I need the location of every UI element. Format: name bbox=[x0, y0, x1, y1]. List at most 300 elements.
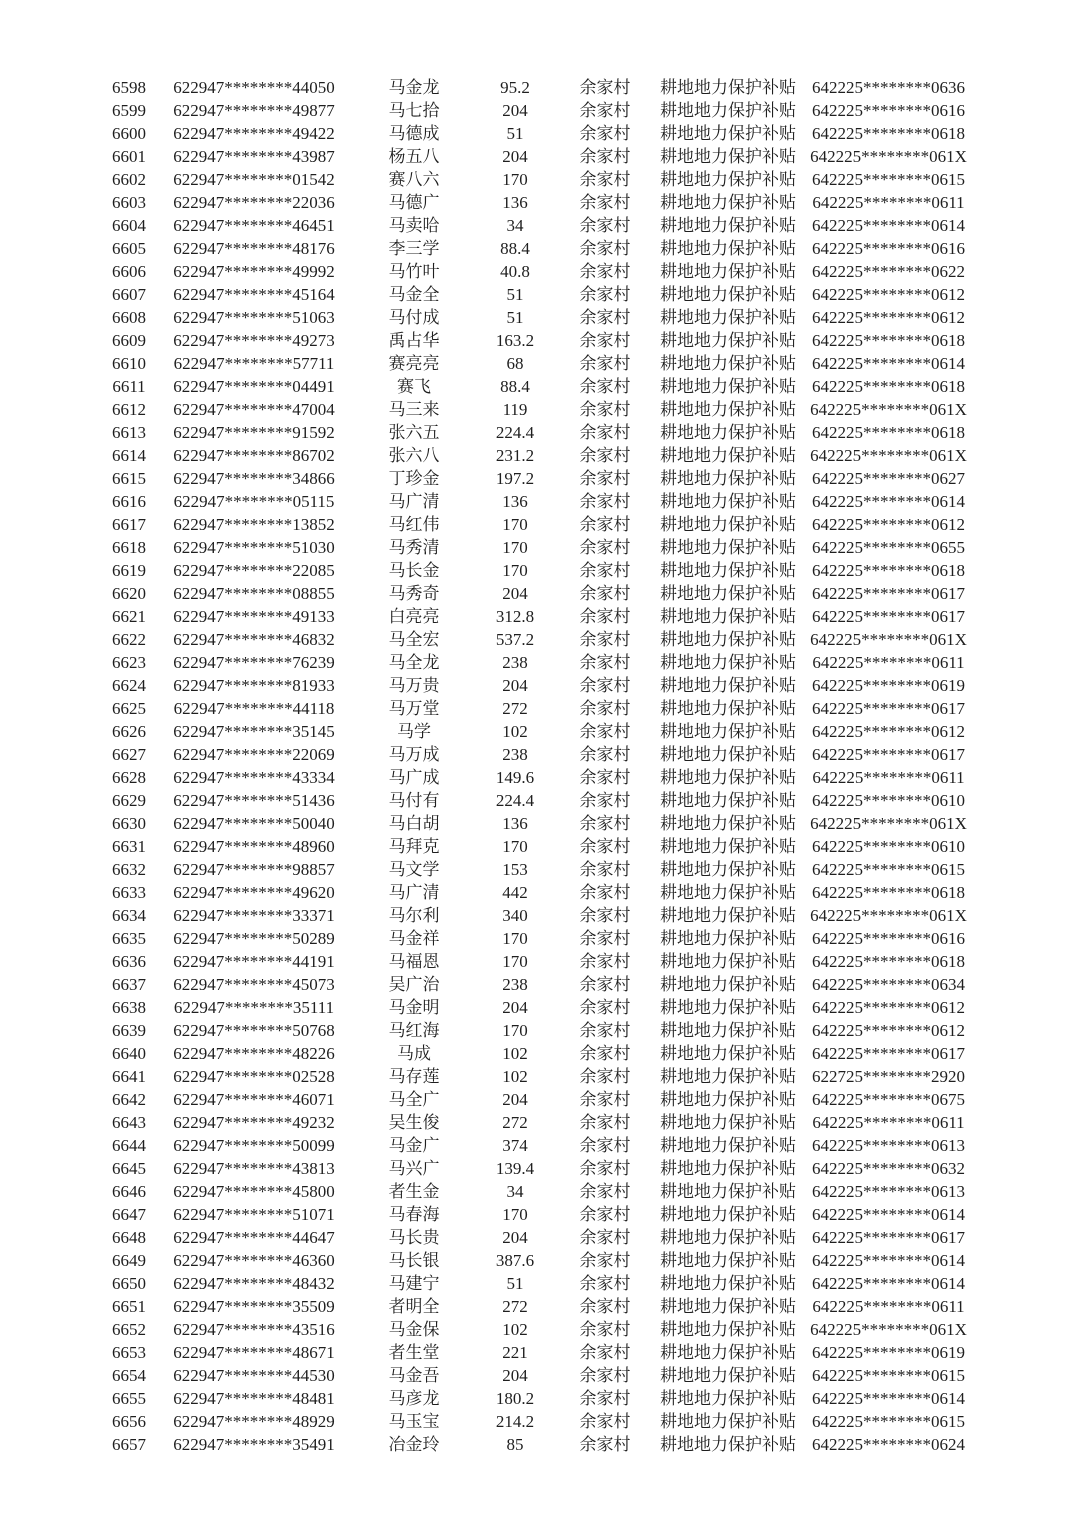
cell-id-number: 622947********51436 bbox=[173, 791, 335, 810]
table-row bbox=[98, 1341, 981, 1364]
cell-amount: 136 bbox=[502, 492, 528, 511]
cell-person-name: 禹占华 bbox=[388, 331, 440, 350]
cell-amount: 95.2 bbox=[500, 78, 530, 97]
cell-village-name: 余家村 bbox=[579, 423, 631, 442]
cell-subsidy-type: 耕地地力保护补贴 bbox=[660, 285, 796, 304]
table-row bbox=[98, 1272, 981, 1295]
cell-amount: 51 bbox=[506, 1274, 524, 1293]
cell-person-name: 马付成 bbox=[388, 308, 440, 327]
cell-village-name: 余家村 bbox=[579, 78, 631, 97]
table-row bbox=[98, 352, 981, 375]
cell-person-name: 冶金玲 bbox=[388, 1435, 440, 1454]
cell-village-name: 余家村 bbox=[579, 239, 631, 258]
cell-village-name: 余家村 bbox=[579, 1251, 631, 1270]
cell-row-index: 6636 bbox=[112, 952, 146, 971]
cell-id-number: 622947********22085 bbox=[173, 561, 335, 580]
cell-amount: 214.2 bbox=[495, 1412, 535, 1431]
cell-account-number: 642225********061X bbox=[810, 814, 967, 833]
table-row bbox=[98, 467, 981, 490]
cell-person-name: 马春海 bbox=[388, 1205, 440, 1224]
cell-subsidy-type: 耕地地力保护补贴 bbox=[660, 607, 796, 626]
cell-person-name: 马七拾 bbox=[388, 101, 440, 120]
cell-account-number: 642225********0617 bbox=[812, 1044, 965, 1063]
cell-amount: 119 bbox=[502, 400, 528, 419]
table-row bbox=[98, 1088, 981, 1111]
cell-subsidy-type: 耕地地力保护补贴 bbox=[660, 975, 796, 994]
cell-person-name: 马万堂 bbox=[388, 699, 440, 718]
cell-row-index: 6614 bbox=[112, 446, 146, 465]
cell-id-number: 622947********81933 bbox=[173, 676, 335, 695]
cell-person-name: 马三来 bbox=[388, 400, 440, 419]
cell-row-index: 6612 bbox=[112, 400, 146, 419]
cell-amount: 170 bbox=[502, 538, 528, 557]
cell-id-number: 622947********43516 bbox=[173, 1320, 335, 1339]
cell-id-number: 622947********44050 bbox=[173, 78, 335, 97]
cell-amount: 102 bbox=[502, 1044, 528, 1063]
cell-row-index: 6624 bbox=[112, 676, 146, 695]
cell-village-name: 余家村 bbox=[579, 975, 631, 994]
cell-amount: 170 bbox=[502, 952, 528, 971]
cell-id-number: 622947********44191 bbox=[173, 952, 335, 971]
cell-person-name: 马秀奇 bbox=[388, 584, 440, 603]
cell-account-number: 642225********0615 bbox=[812, 860, 965, 879]
cell-account-number: 642225********0619 bbox=[812, 1343, 965, 1362]
cell-row-index: 6643 bbox=[112, 1113, 146, 1132]
cell-amount: 149.6 bbox=[495, 768, 535, 787]
cell-subsidy-type: 耕地地力保护补贴 bbox=[660, 1090, 796, 1109]
cell-subsidy-type: 耕地地力保护补贴 bbox=[660, 1182, 796, 1201]
cell-amount: 180.2 bbox=[495, 1389, 535, 1408]
cell-id-number: 622947********49133 bbox=[173, 607, 335, 626]
cell-id-number: 622947********48432 bbox=[173, 1274, 335, 1293]
cell-row-index: 6656 bbox=[112, 1412, 146, 1431]
table-row bbox=[98, 168, 981, 191]
cell-account-number: 642225********0618 bbox=[812, 377, 965, 396]
cell-amount: 170 bbox=[502, 561, 528, 580]
cell-amount: 231.2 bbox=[495, 446, 535, 465]
cell-account-number: 642225********0612 bbox=[812, 515, 965, 534]
cell-village-name: 余家村 bbox=[579, 929, 631, 948]
cell-subsidy-type: 耕地地力保护补贴 bbox=[660, 354, 796, 373]
cell-person-name: 杨五八 bbox=[388, 147, 440, 166]
cell-subsidy-type: 耕地地力保护补贴 bbox=[660, 423, 796, 442]
cell-amount: 136 bbox=[502, 814, 528, 833]
cell-account-number: 642225********061X bbox=[810, 400, 967, 419]
cell-subsidy-type: 耕地地力保护补贴 bbox=[660, 1205, 796, 1224]
cell-account-number: 642225********0618 bbox=[812, 423, 965, 442]
cell-person-name: 马长银 bbox=[388, 1251, 440, 1270]
cell-amount: 153 bbox=[502, 860, 528, 879]
cell-id-number: 622947********33371 bbox=[173, 906, 335, 925]
cell-amount: 204 bbox=[502, 1228, 528, 1247]
cell-id-number: 622947********45164 bbox=[173, 285, 335, 304]
table-row bbox=[98, 306, 981, 329]
cell-person-name: 马成 bbox=[397, 1044, 431, 1063]
cell-row-index: 6606 bbox=[112, 262, 146, 281]
cell-subsidy-type: 耕地地力保护补贴 bbox=[660, 170, 796, 189]
cell-subsidy-type: 耕地地力保护补贴 bbox=[660, 584, 796, 603]
cell-row-index: 6632 bbox=[112, 860, 146, 879]
cell-person-name: 马文学 bbox=[388, 860, 440, 879]
cell-village-name: 余家村 bbox=[579, 1090, 631, 1109]
cell-subsidy-type: 耕地地力保护补贴 bbox=[660, 952, 796, 971]
table-row bbox=[98, 835, 981, 858]
cell-village-name: 余家村 bbox=[579, 1044, 631, 1063]
cell-village-name: 余家村 bbox=[579, 1343, 631, 1362]
cell-account-number: 642225********061X bbox=[810, 906, 967, 925]
cell-subsidy-type: 耕地地力保护补贴 bbox=[660, 492, 796, 511]
table-row bbox=[98, 904, 981, 927]
cell-row-index: 6610 bbox=[112, 354, 146, 373]
cell-village-name: 余家村 bbox=[579, 745, 631, 764]
cell-account-number: 622725********2920 bbox=[812, 1067, 965, 1086]
table-row bbox=[98, 444, 981, 467]
cell-person-name: 赛八六 bbox=[388, 170, 440, 189]
cell-subsidy-type: 耕地地力保护补贴 bbox=[660, 193, 796, 212]
cell-row-index: 6603 bbox=[112, 193, 146, 212]
cell-village-name: 余家村 bbox=[579, 193, 631, 212]
cell-amount: 272 bbox=[502, 1297, 528, 1316]
cell-row-index: 6609 bbox=[112, 331, 146, 350]
cell-village-name: 余家村 bbox=[579, 262, 631, 281]
cell-row-index: 6647 bbox=[112, 1205, 146, 1224]
cell-id-number: 622947********76239 bbox=[173, 653, 335, 672]
cell-village-name: 余家村 bbox=[579, 1228, 631, 1247]
cell-person-name: 马万贵 bbox=[388, 676, 440, 695]
cell-village-name: 余家村 bbox=[579, 400, 631, 419]
table-row bbox=[98, 559, 981, 582]
table-row bbox=[98, 1295, 981, 1318]
cell-person-name: 马玉宝 bbox=[388, 1412, 440, 1431]
table-row bbox=[98, 76, 981, 99]
table-row bbox=[98, 513, 981, 536]
cell-account-number: 642225********0618 bbox=[812, 331, 965, 350]
cell-subsidy-type: 耕地地力保护补贴 bbox=[660, 998, 796, 1017]
cell-person-name: 马卖哈 bbox=[388, 216, 440, 235]
cell-village-name: 余家村 bbox=[579, 699, 631, 718]
cell-account-number: 642225********0619 bbox=[812, 676, 965, 695]
cell-village-name: 余家村 bbox=[579, 607, 631, 626]
cell-person-name: 马白胡 bbox=[388, 814, 440, 833]
table-row bbox=[98, 973, 981, 996]
cell-person-name: 马金保 bbox=[388, 1320, 440, 1339]
cell-amount: 204 bbox=[502, 1366, 528, 1385]
cell-village-name: 余家村 bbox=[579, 1021, 631, 1040]
cell-subsidy-type: 耕地地力保护补贴 bbox=[660, 331, 796, 350]
cell-id-number: 622947********48960 bbox=[173, 837, 335, 856]
cell-row-index: 6630 bbox=[112, 814, 146, 833]
cell-amount: 204 bbox=[502, 147, 528, 166]
cell-amount: 170 bbox=[502, 929, 528, 948]
table-row bbox=[98, 260, 981, 283]
cell-subsidy-type: 耕地地力保护补贴 bbox=[660, 630, 796, 649]
table-row bbox=[98, 743, 981, 766]
cell-id-number: 622947********35145 bbox=[173, 722, 335, 741]
cell-account-number: 642225********061X bbox=[810, 147, 967, 166]
cell-amount: 88.4 bbox=[500, 377, 530, 396]
cell-subsidy-type: 耕地地力保护补贴 bbox=[660, 124, 796, 143]
cell-amount: 340 bbox=[502, 906, 528, 925]
cell-account-number: 642225********0616 bbox=[812, 101, 965, 120]
subsidy-table-body bbox=[98, 76, 981, 1456]
cell-row-index: 6621 bbox=[112, 607, 146, 626]
cell-subsidy-type: 耕地地力保护补贴 bbox=[660, 929, 796, 948]
cell-subsidy-type: 耕地地力保护补贴 bbox=[660, 1136, 796, 1155]
cell-amount: 238 bbox=[502, 653, 528, 672]
cell-row-index: 6628 bbox=[112, 768, 146, 787]
cell-village-name: 余家村 bbox=[579, 584, 631, 603]
cell-id-number: 622947********34866 bbox=[173, 469, 335, 488]
cell-person-name: 马竹叶 bbox=[388, 262, 440, 281]
cell-person-name: 吴广治 bbox=[388, 975, 440, 994]
cell-row-index: 6626 bbox=[112, 722, 146, 741]
cell-subsidy-type: 耕地地力保护补贴 bbox=[660, 1159, 796, 1178]
cell-amount: 238 bbox=[502, 745, 528, 764]
cell-account-number: 642225********0636 bbox=[812, 78, 965, 97]
cell-subsidy-type: 耕地地力保护补贴 bbox=[660, 1343, 796, 1362]
cell-village-name: 余家村 bbox=[579, 515, 631, 534]
cell-amount: 170 bbox=[502, 837, 528, 856]
cell-account-number: 642225********0613 bbox=[812, 1136, 965, 1155]
cell-row-index: 6655 bbox=[112, 1389, 146, 1408]
cell-village-name: 余家村 bbox=[579, 837, 631, 856]
cell-row-index: 6607 bbox=[112, 285, 146, 304]
table-row bbox=[98, 1226, 981, 1249]
cell-village-name: 余家村 bbox=[579, 446, 631, 465]
subsidy-table bbox=[98, 76, 981, 1456]
table-row bbox=[98, 651, 981, 674]
cell-person-name: 马金全 bbox=[388, 285, 440, 304]
cell-amount: 537.2 bbox=[495, 630, 535, 649]
cell-village-name: 余家村 bbox=[579, 285, 631, 304]
cell-person-name: 马金龙 bbox=[388, 78, 440, 97]
cell-subsidy-type: 耕地地力保护补贴 bbox=[660, 308, 796, 327]
cell-subsidy-type: 耕地地力保护补贴 bbox=[660, 1251, 796, 1270]
cell-account-number: 642225********0611 bbox=[812, 1297, 965, 1316]
cell-amount: 204 bbox=[502, 998, 528, 1017]
cell-account-number: 642225********0615 bbox=[812, 1366, 965, 1385]
cell-person-name: 马万成 bbox=[388, 745, 440, 764]
cell-amount: 272 bbox=[502, 1113, 528, 1132]
cell-person-name: 马秀清 bbox=[388, 538, 440, 557]
cell-village-name: 余家村 bbox=[579, 998, 631, 1017]
table-row bbox=[98, 421, 981, 444]
cell-account-number: 642225********0614 bbox=[812, 1205, 965, 1224]
cell-id-number: 622947********22036 bbox=[173, 193, 335, 212]
cell-account-number: 642225********0618 bbox=[812, 561, 965, 580]
cell-village-name: 余家村 bbox=[579, 469, 631, 488]
cell-person-name: 张六八 bbox=[388, 446, 440, 465]
cell-village-name: 余家村 bbox=[579, 1366, 631, 1385]
cell-id-number: 622947********98857 bbox=[173, 860, 335, 879]
table-row bbox=[98, 214, 981, 237]
cell-row-index: 6623 bbox=[112, 653, 146, 672]
cell-account-number: 642225********0612 bbox=[812, 285, 965, 304]
cell-row-index: 6649 bbox=[112, 1251, 146, 1270]
cell-person-name: 马长金 bbox=[388, 561, 440, 580]
cell-id-number: 622947********43334 bbox=[173, 768, 335, 787]
cell-amount: 51 bbox=[506, 124, 524, 143]
cell-id-number: 622947********43987 bbox=[173, 147, 335, 166]
table-row bbox=[98, 1387, 981, 1410]
cell-row-index: 6616 bbox=[112, 492, 146, 511]
cell-amount: 204 bbox=[502, 1090, 528, 1109]
cell-row-index: 6617 bbox=[112, 515, 146, 534]
cell-id-number: 622947********51071 bbox=[173, 1205, 335, 1224]
cell-account-number: 642225********0675 bbox=[812, 1090, 965, 1109]
cell-village-name: 余家村 bbox=[579, 1159, 631, 1178]
cell-row-index: 6599 bbox=[112, 101, 146, 120]
cell-person-name: 马存莲 bbox=[388, 1067, 440, 1086]
cell-row-index: 6653 bbox=[112, 1343, 146, 1362]
cell-amount: 88.4 bbox=[500, 239, 530, 258]
cell-person-name: 马全宏 bbox=[388, 630, 440, 649]
cell-village-name: 余家村 bbox=[579, 1297, 631, 1316]
cell-person-name: 马广清 bbox=[388, 492, 440, 511]
cell-id-number: 622947********35509 bbox=[173, 1297, 335, 1316]
cell-id-number: 622947********50289 bbox=[173, 929, 335, 948]
cell-id-number: 622947********49422 bbox=[173, 124, 335, 143]
cell-subsidy-type: 耕地地力保护补贴 bbox=[660, 515, 796, 534]
table-row bbox=[98, 881, 981, 904]
cell-subsidy-type: 耕地地力保护补贴 bbox=[660, 653, 796, 672]
cell-person-name: 张六五 bbox=[388, 423, 440, 442]
cell-row-index: 6602 bbox=[112, 170, 146, 189]
cell-row-index: 6642 bbox=[112, 1090, 146, 1109]
cell-row-index: 6604 bbox=[112, 216, 146, 235]
cell-id-number: 622947********46071 bbox=[173, 1090, 335, 1109]
cell-person-name: 马长贵 bbox=[388, 1228, 440, 1247]
cell-subsidy-type: 耕地地力保护补贴 bbox=[660, 1297, 796, 1316]
cell-row-index: 6615 bbox=[112, 469, 146, 488]
cell-id-number: 622947********51030 bbox=[173, 538, 335, 557]
cell-village-name: 余家村 bbox=[579, 561, 631, 580]
cell-village-name: 余家村 bbox=[579, 331, 631, 350]
cell-account-number: 642225********0617 bbox=[812, 745, 965, 764]
cell-amount: 272 bbox=[502, 699, 528, 718]
cell-account-number: 642225********0610 bbox=[812, 791, 965, 810]
cell-village-name: 余家村 bbox=[579, 492, 631, 511]
cell-amount: 40.8 bbox=[500, 262, 530, 281]
table-row bbox=[98, 1042, 981, 1065]
cell-id-number: 622947********48176 bbox=[173, 239, 335, 258]
table-row bbox=[98, 398, 981, 421]
cell-account-number: 642225********0610 bbox=[812, 837, 965, 856]
cell-subsidy-type: 耕地地力保护补贴 bbox=[660, 561, 796, 580]
cell-subsidy-type: 耕地地力保护补贴 bbox=[660, 676, 796, 695]
cell-subsidy-type: 耕地地力保护补贴 bbox=[660, 147, 796, 166]
cell-village-name: 余家村 bbox=[579, 1182, 631, 1201]
cell-subsidy-type: 耕地地力保护补贴 bbox=[660, 469, 796, 488]
cell-account-number: 642225********0614 bbox=[812, 354, 965, 373]
cell-row-index: 6611 bbox=[112, 377, 146, 396]
cell-account-number: 642225********061X bbox=[810, 446, 967, 465]
cell-amount: 238 bbox=[502, 975, 528, 994]
cell-amount: 102 bbox=[502, 722, 528, 741]
cell-row-index: 6651 bbox=[112, 1297, 146, 1316]
cell-id-number: 622947********49992 bbox=[173, 262, 335, 281]
cell-person-name: 马拜克 bbox=[388, 837, 440, 856]
cell-village-name: 余家村 bbox=[579, 1389, 631, 1408]
cell-person-name: 马金祥 bbox=[388, 929, 440, 948]
table-row bbox=[98, 329, 981, 352]
cell-row-index: 6657 bbox=[112, 1435, 146, 1454]
cell-row-index: 6625 bbox=[112, 699, 146, 718]
table-row bbox=[98, 99, 981, 122]
cell-row-index: 6631 bbox=[112, 837, 146, 856]
cell-amount: 204 bbox=[502, 676, 528, 695]
cell-account-number: 642225********0612 bbox=[812, 1021, 965, 1040]
cell-id-number: 622947********46451 bbox=[173, 216, 335, 235]
cell-id-number: 622947********46360 bbox=[173, 1251, 335, 1270]
table-row bbox=[98, 950, 981, 973]
cell-account-number: 642225********0614 bbox=[812, 1389, 965, 1408]
cell-person-name: 李三学 bbox=[388, 239, 440, 258]
cell-account-number: 642225********0612 bbox=[812, 998, 965, 1017]
cell-row-index: 6618 bbox=[112, 538, 146, 557]
cell-row-index: 6622 bbox=[112, 630, 146, 649]
cell-row-index: 6641 bbox=[112, 1067, 146, 1086]
cell-row-index: 6648 bbox=[112, 1228, 146, 1247]
cell-person-name: 马金吾 bbox=[388, 1366, 440, 1385]
cell-village-name: 余家村 bbox=[579, 354, 631, 373]
table-row bbox=[98, 697, 981, 720]
cell-subsidy-type: 耕地地力保护补贴 bbox=[660, 377, 796, 396]
cell-person-name: 马金明 bbox=[388, 998, 440, 1017]
cell-id-number: 622947********22069 bbox=[173, 745, 335, 764]
cell-person-name: 马金广 bbox=[388, 1136, 440, 1155]
cell-id-number: 622947********13852 bbox=[173, 515, 335, 534]
cell-person-name: 马德成 bbox=[388, 124, 440, 143]
cell-village-name: 余家村 bbox=[579, 722, 631, 741]
cell-row-index: 6650 bbox=[112, 1274, 146, 1293]
cell-account-number: 642225********0617 bbox=[812, 699, 965, 718]
cell-person-name: 马德广 bbox=[388, 193, 440, 212]
cell-account-number: 642225********0613 bbox=[812, 1182, 965, 1201]
cell-person-name: 白亮亮 bbox=[388, 607, 440, 626]
cell-account-number: 642225********061X bbox=[810, 1320, 967, 1339]
cell-account-number: 642225********0632 bbox=[812, 1159, 965, 1178]
cell-id-number: 622947********48226 bbox=[173, 1044, 335, 1063]
table-row bbox=[98, 582, 981, 605]
cell-row-index: 6608 bbox=[112, 308, 146, 327]
cell-row-index: 6639 bbox=[112, 1021, 146, 1040]
cell-id-number: 622947********51063 bbox=[173, 308, 335, 327]
cell-row-index: 6645 bbox=[112, 1159, 146, 1178]
table-row bbox=[98, 536, 981, 559]
cell-amount: 51 bbox=[506, 285, 524, 304]
cell-village-name: 余家村 bbox=[579, 653, 631, 672]
cell-subsidy-type: 耕地地力保护补贴 bbox=[660, 906, 796, 925]
cell-id-number: 622947********49620 bbox=[173, 883, 335, 902]
table-row bbox=[98, 996, 981, 1019]
cell-subsidy-type: 耕地地力保护补贴 bbox=[660, 446, 796, 465]
cell-subsidy-type: 耕地地力保护补贴 bbox=[660, 1067, 796, 1086]
cell-account-number: 642225********0617 bbox=[812, 584, 965, 603]
cell-village-name: 余家村 bbox=[579, 1067, 631, 1086]
cell-amount: 102 bbox=[502, 1067, 528, 1086]
cell-amount: 170 bbox=[502, 515, 528, 534]
cell-village-name: 余家村 bbox=[579, 791, 631, 810]
cell-village-name: 余家村 bbox=[579, 101, 631, 120]
cell-row-index: 6600 bbox=[112, 124, 146, 143]
table-row bbox=[98, 122, 981, 145]
cell-amount: 204 bbox=[502, 584, 528, 603]
cell-account-number: 642225********0611 bbox=[812, 653, 965, 672]
cell-amount: 221 bbox=[502, 1343, 528, 1362]
cell-id-number: 622947********45800 bbox=[173, 1182, 335, 1201]
cell-amount: 224.4 bbox=[495, 423, 535, 442]
